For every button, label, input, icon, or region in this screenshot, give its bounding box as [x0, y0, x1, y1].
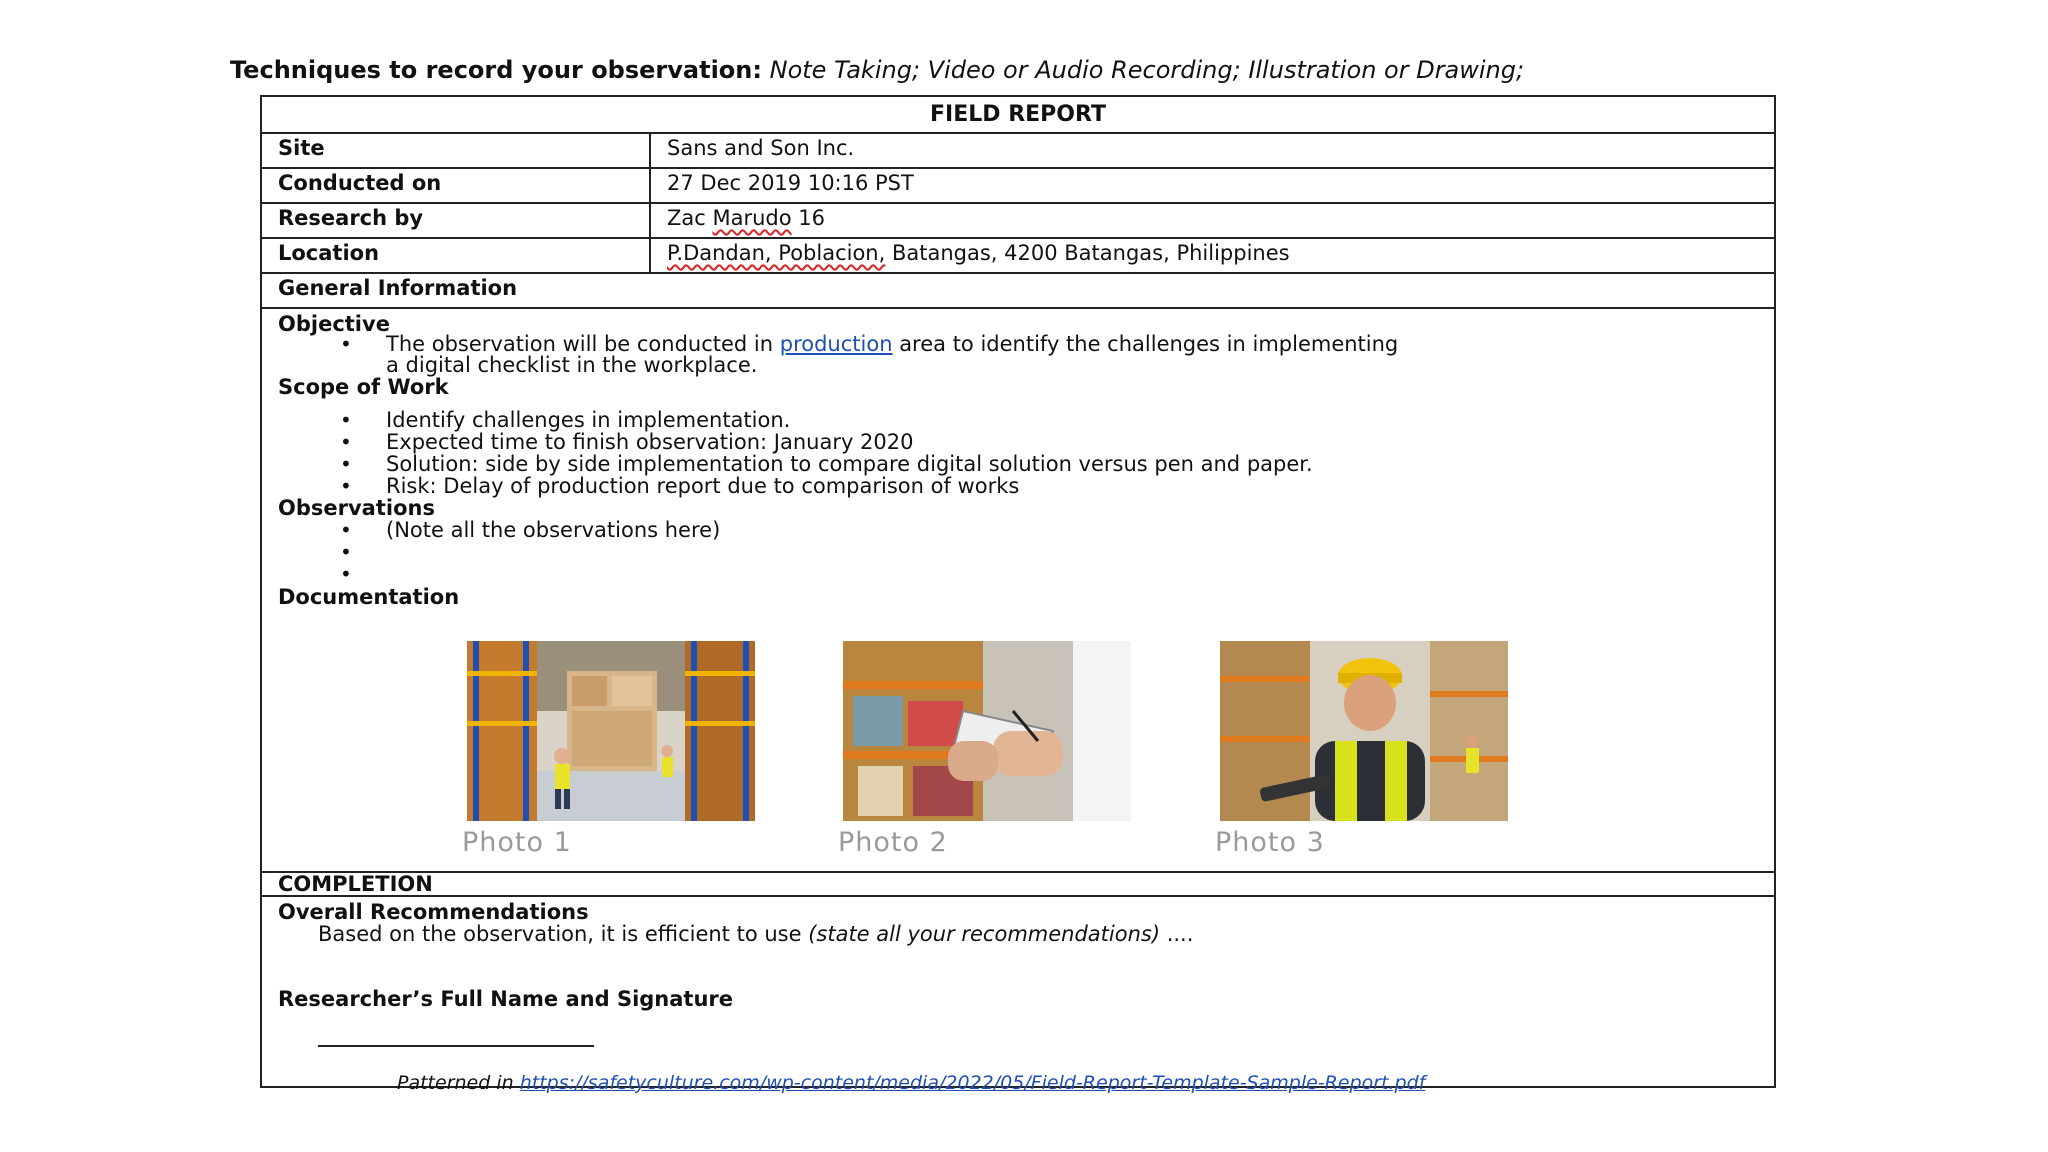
bullet: •: [340, 430, 352, 454]
techniques-line: [230, 56, 1524, 84]
photo-caption: Photo 1: [462, 827, 572, 858]
completion-heading: COMPLETION: [262, 871, 1774, 897]
field-label: Conducted on: [262, 169, 651, 202]
field-row-site: [262, 134, 1774, 169]
value-part: Batangas, 4200 Batangas, Philippines: [885, 241, 1290, 265]
recommendations-text: [318, 922, 1193, 946]
general-information-heading: General Information: [262, 274, 1774, 309]
recommendations-heading: Overall Recommendations: [278, 900, 589, 924]
source-prefix: Patterned in: [397, 1072, 520, 1094]
production-link[interactable]: production: [779, 332, 893, 356]
field-label: Location: [262, 239, 651, 272]
bullet: •: [340, 332, 352, 356]
text-part: Based on the observation, it is efficient to use: [318, 922, 809, 946]
photo-1-warehouse-image: [467, 641, 755, 821]
techniques-text: Note Taking; Video or Audio Recording; Illustration or Drawing;: [769, 56, 1525, 84]
spellcheck-word: Marudo: [712, 206, 792, 230]
spellcheck-word: P.Dandan, Poblacion,: [667, 241, 886, 265]
photo-caption: Photo 2: [838, 827, 948, 858]
scope-item: Solution: side by side implementation to compare digital solution versus pen and paper.: [386, 452, 1313, 476]
field-label: Research by: [262, 204, 651, 237]
observation-item: (Note all the observations here): [386, 518, 721, 542]
source-link[interactable]: https://safetyculture.com/wp-content/media/2022/05/Field-Report-Template-Sample-Report.pdf: [519, 1072, 1426, 1094]
objective-line-2: a digital checklist in the workplace.: [386, 353, 758, 377]
field-row-conducted-on: [262, 169, 1774, 204]
scope-heading: Scope of Work: [278, 375, 449, 399]
text-part: (state all your recommendations): [808, 922, 1161, 946]
source-line: [397, 1072, 1425, 1094]
scope-item: Risk: Delay of production report due to comparison of works: [386, 474, 1020, 498]
signature-line: [318, 1045, 594, 1047]
field-value: [667, 204, 825, 232]
field-row-location: [262, 239, 1774, 274]
photo-2-clipboard-image: [843, 641, 1131, 821]
field-report-table: [260, 95, 1776, 1094]
bullet: •: [340, 452, 352, 476]
photo-3-worker-image: [1220, 641, 1508, 821]
bullet: •: [340, 474, 352, 498]
scope-item: Identify challenges in implementation.: [386, 408, 791, 432]
text-part: area to identify the challenges in implementing: [892, 332, 1399, 356]
observations-heading: Observations: [278, 496, 435, 520]
field-value: Sans and Son Inc.: [667, 136, 855, 160]
text-part: The observation will be conducted in: [386, 332, 780, 356]
bullet: •: [340, 408, 352, 432]
field-label: Site: [262, 134, 651, 167]
bullet: •: [340, 518, 352, 542]
photo-caption: Photo 3: [1215, 827, 1325, 858]
bullet: •: [340, 540, 352, 564]
report-title: FIELD REPORT: [262, 97, 1774, 134]
field-row-research-by: [262, 204, 1774, 239]
text-part: ....: [1160, 922, 1194, 946]
field-value: [667, 239, 1290, 267]
value-part: Zac: [667, 206, 713, 230]
value-part: 16: [791, 206, 825, 230]
field-value: 27 Dec 2019 10:16 PST: [667, 171, 914, 195]
scope-item: Expected time to finish observation: January 2020: [386, 430, 914, 454]
bullet: •: [340, 562, 352, 586]
objective-heading: Objective: [278, 312, 390, 336]
documentation-heading: Documentation: [278, 585, 460, 609]
signature-heading: Researcher’s Full Name and Signature: [278, 987, 734, 1011]
techniques-label: Techniques to record your observation:: [230, 56, 762, 84]
